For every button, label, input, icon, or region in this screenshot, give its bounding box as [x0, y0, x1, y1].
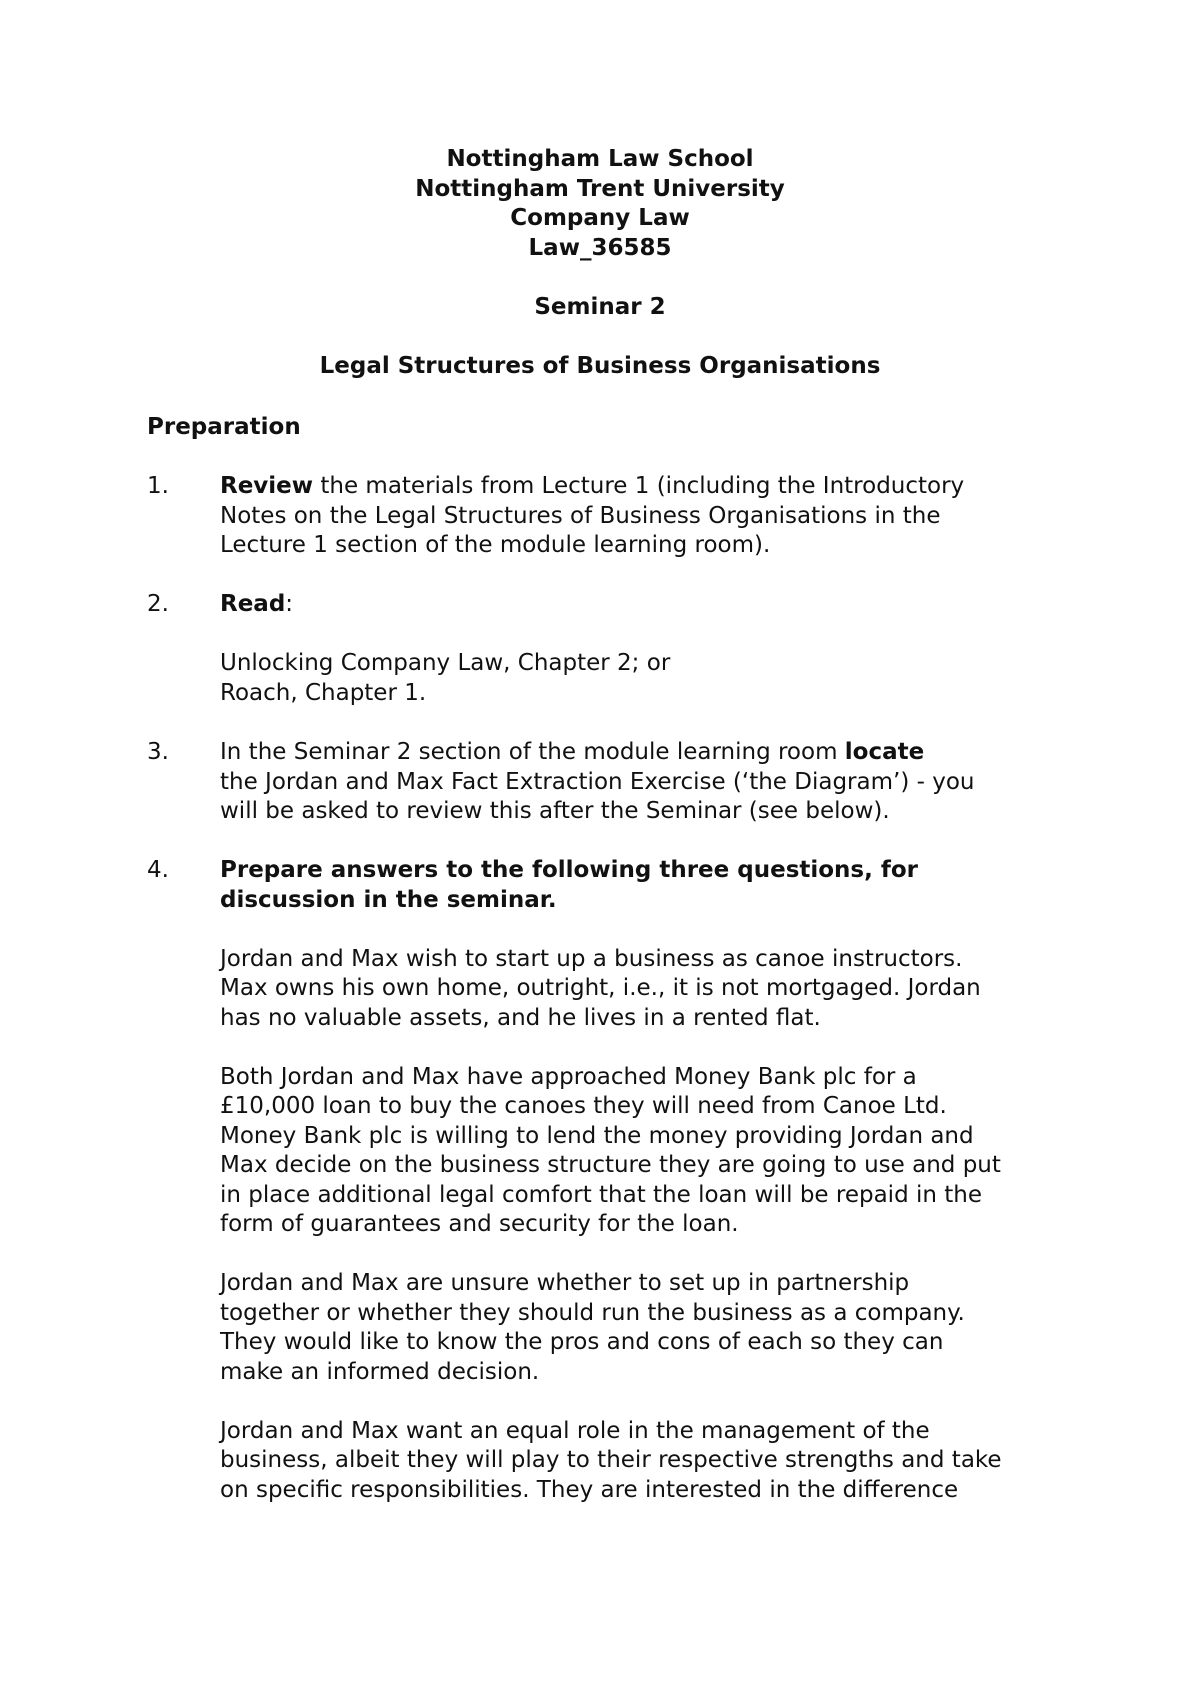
- item-heading: Prepare answers to the following three questions, for: [220, 857, 919, 883]
- item-keyword: Read: [220, 591, 286, 617]
- paragraph-line: together or whether they should run the business as a company.: [220, 1299, 965, 1326]
- preparation-heading: Preparation: [147, 414, 301, 440]
- paragraph-line: Jordan and Max wish to start up a business as canoe instructors.: [220, 945, 963, 972]
- paragraph-line: Max owns his own home, outright, i.e., it is not mortgaged. Jordan: [220, 975, 981, 1001]
- paragraph-line: on specific responsibilities. They are interested in the difference: [220, 1476, 959, 1503]
- paragraph-line: in place additional legal comfort that the loan will be repaid in the: [220, 1181, 983, 1208]
- paragraph-line: has no valuable assets, and he lives in a rented flat.: [220, 1004, 821, 1031]
- reading-item: Unlocking Company Law, Chapter 2; or: [220, 650, 671, 676]
- paragraph-line: make an informed decision.: [220, 1358, 540, 1385]
- paragraph-line: form of guarantees and security for the loan.: [220, 1211, 739, 1237]
- paragraph-line: business, albeit they will play to their respective strengths and take: [220, 1447, 1002, 1473]
- paragraph-line: Both Jordan and Max have approached Money Bank plc for a: [220, 1063, 917, 1090]
- item-text: In the Seminar 2 section of the module learning room: [220, 739, 845, 765]
- paragraph-line: Jordan and Max are unsure whether to set up in partnership: [220, 1270, 910, 1296]
- item-heading: discussion in the seminar.: [220, 886, 557, 913]
- item-text: the materials from Lecture 1 (including the Introductory: [313, 473, 965, 499]
- item-number: 2.: [147, 591, 169, 617]
- item-number: 1.: [147, 473, 169, 499]
- item-text: :: [285, 591, 294, 617]
- module-name: Company Law: [510, 205, 690, 231]
- item-text: the Jordan and Max Fact Extraction Exercise (‘the Diagram’) - you: [220, 768, 975, 795]
- school-name: Nottingham Law School: [446, 146, 754, 172]
- item-text: will be asked to review this after the Seminar (see below).: [220, 798, 890, 824]
- item-number: 3.: [147, 739, 169, 765]
- item-number: 4.: [147, 857, 169, 883]
- item-keyword: locate: [844, 739, 925, 765]
- paragraph-line: £10,000 loan to buy the canoes they will need from Canoe Ltd.: [220, 1093, 947, 1119]
- item-keyword: Review: [220, 473, 314, 499]
- paragraph-line: Max decide on the business structure they are going to use and put: [220, 1152, 1001, 1178]
- reading-item: Roach, Chapter 1.: [220, 679, 427, 706]
- seminar-title: Seminar 2: [534, 293, 666, 320]
- item-text: Notes on the Legal Structures of Business Organisations in the: [220, 502, 941, 529]
- paragraph-line: They would like to know the pros and cons of each so they can: [220, 1329, 944, 1355]
- document-header: [0, 145, 1200, 381]
- paragraph-line: Jordan and Max want an equal role in the management of the: [220, 1417, 930, 1444]
- module-code: Law_36585: [528, 234, 672, 261]
- paragraph-line: Money Bank plc is willing to lend the money providing Jordan and: [220, 1122, 974, 1149]
- seminar-topic: Legal Structures of Business Organisations: [319, 352, 881, 379]
- university-name: Nottingham Trent University: [415, 175, 785, 202]
- item-text: Lecture 1 section of the module learning room).: [220, 532, 771, 558]
